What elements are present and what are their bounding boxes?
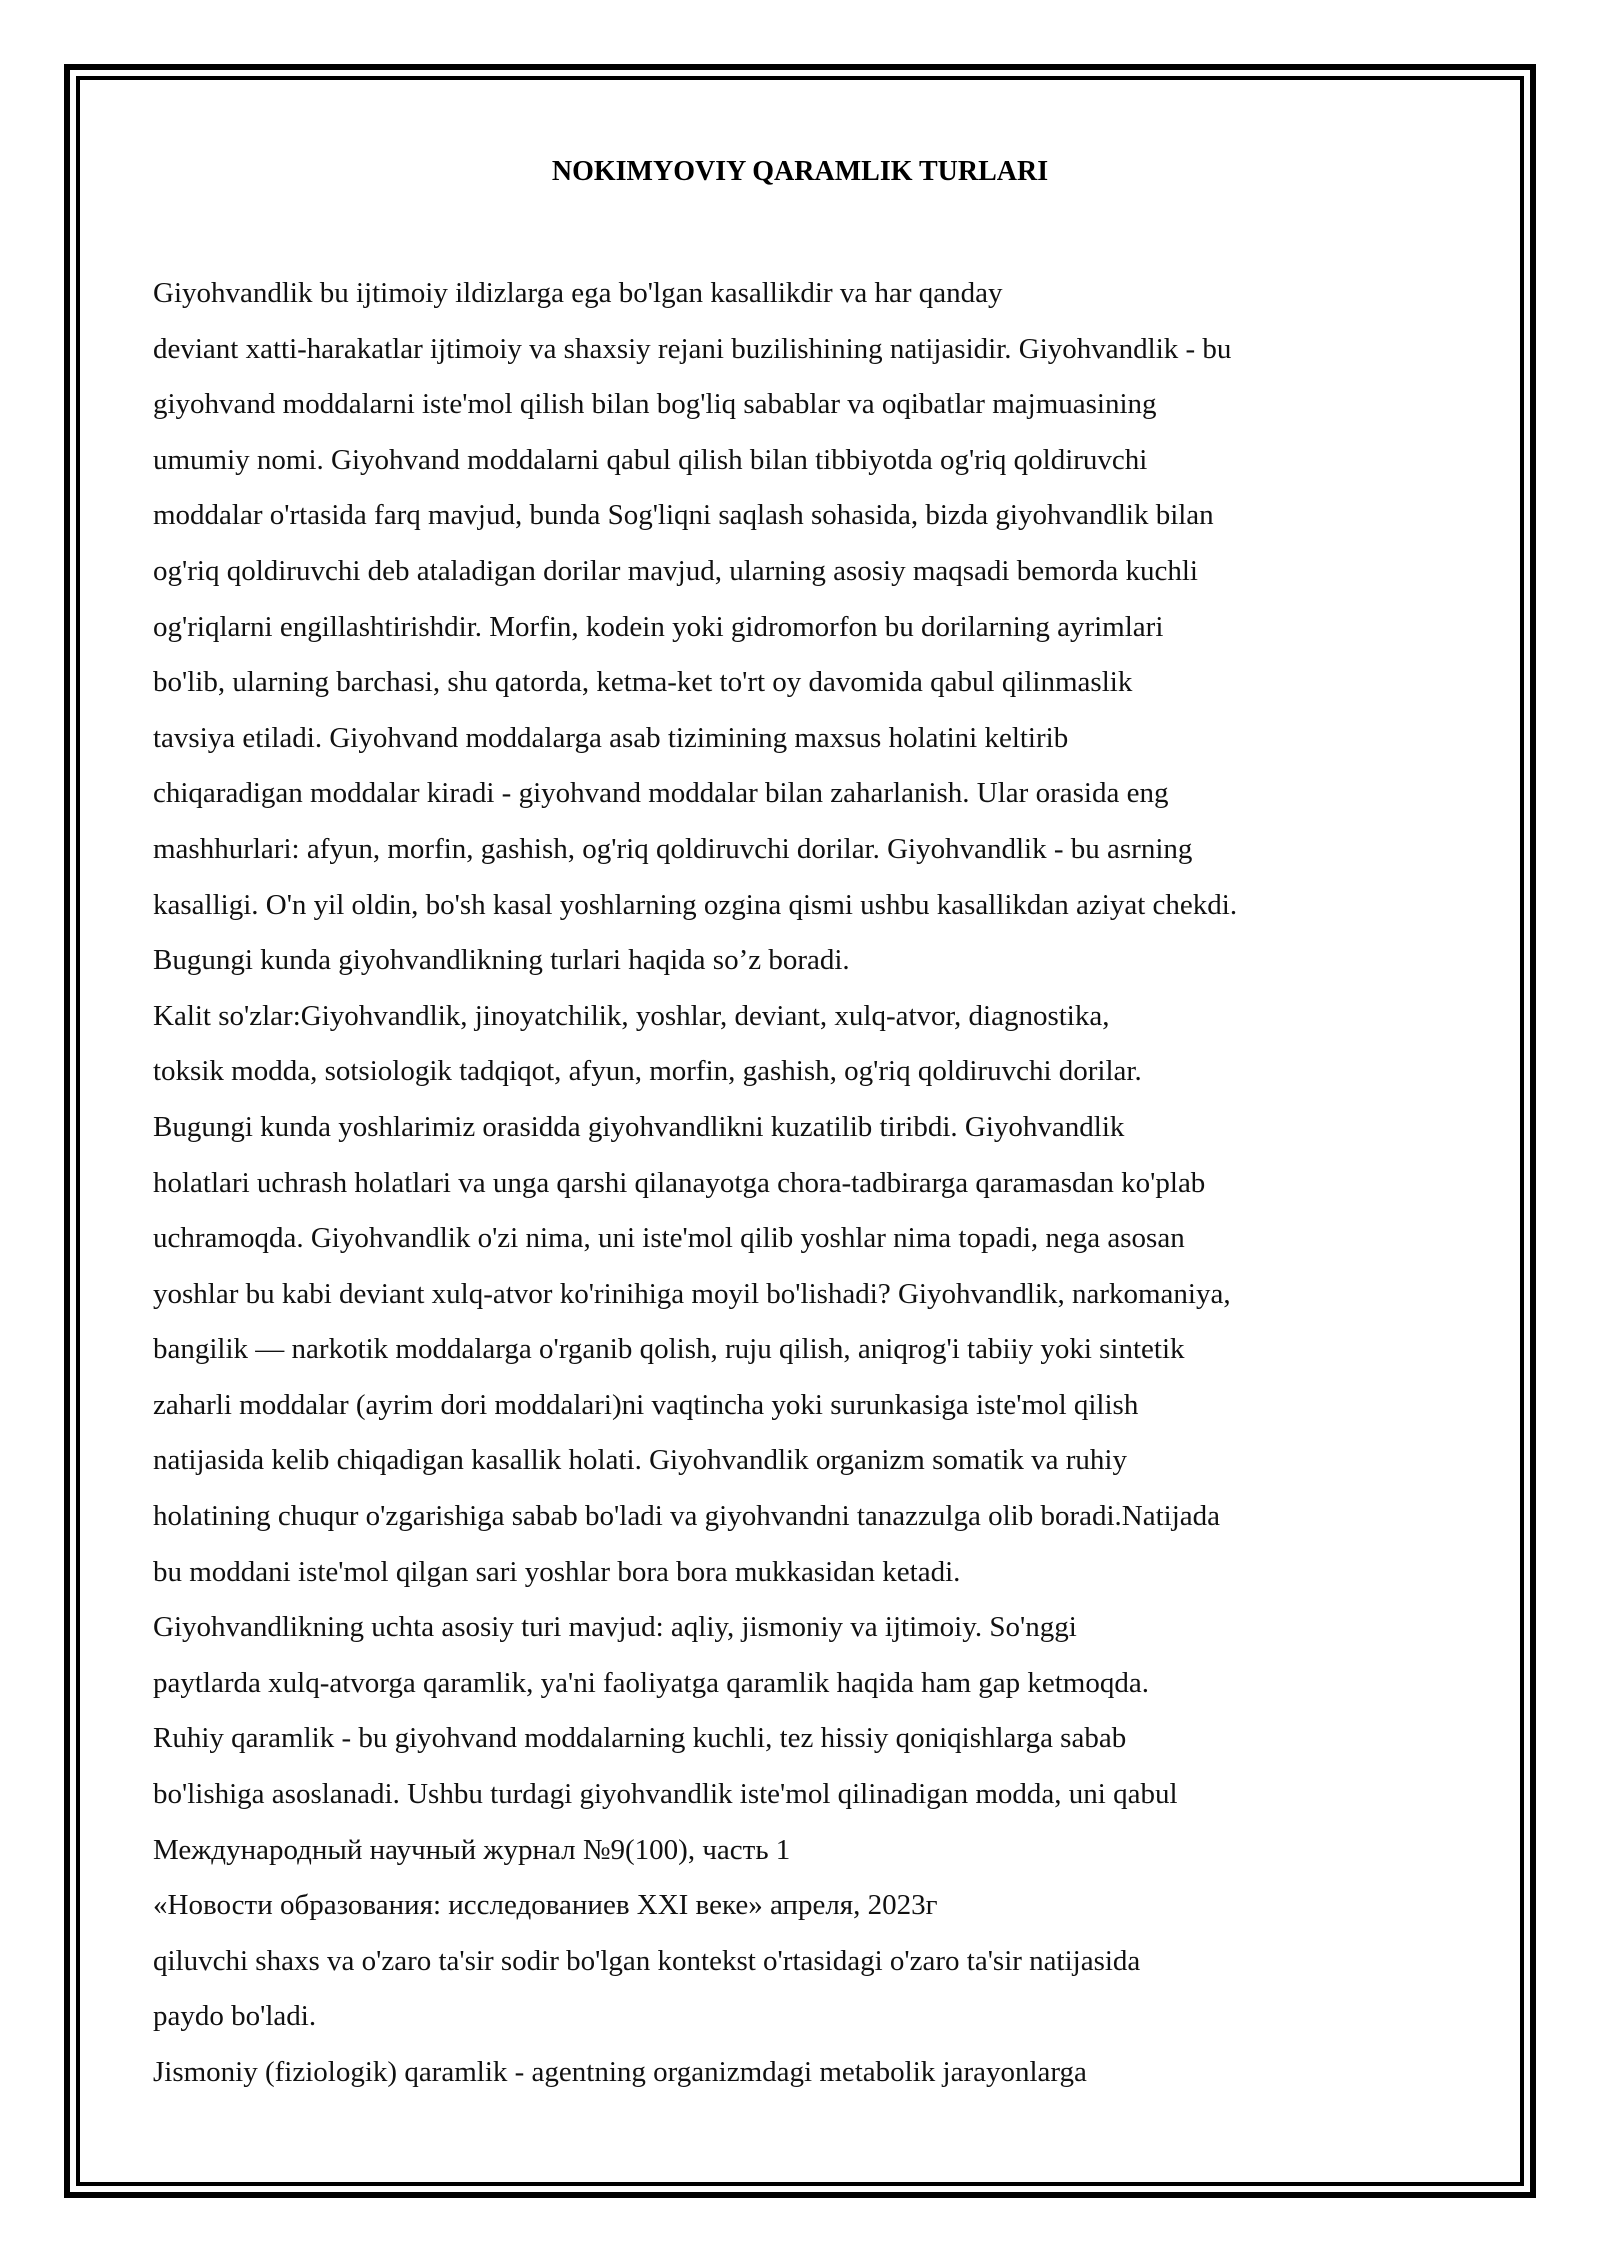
text-line: tavsiya etiladi. Giyohvand moddalarga asab tizimining maxsus holatini keltirib [153, 721, 1069, 754]
text-line: holatlari uchrash holatlari va unga qarshi qilanayotga chora-tadbirarga qaramasdan ko'plab [153, 1166, 1206, 1199]
document-body [153, 266, 1453, 2101]
journal-header-line: Международный научный журнал №9(100), часть 1 [153, 1833, 791, 1866]
text-line: holatining chuqur o'zgarishiga sabab bo'ladi va giyohvandni tanazzulga olib boradi.Natijada [153, 1500, 1221, 1533]
text-line: uchramoqda. Giyohvandlik o'zi nima, uni iste'mol qilib yoshlar nima topadi, nega asosan [153, 1222, 1185, 1255]
text-line: mashhurlari: afyun, morfin, gashish, og'riq qoldiruvchi dorilar. Giyohvandlik - bu asrning [153, 832, 1193, 865]
text-line: bu moddani iste'mol qilgan sari yoshlar bora bora mukkasidan ketadi. [153, 1555, 961, 1588]
text-line: bangilik — narkotik moddalarga o'rganib qolish, ruju qilish, aniqrog'i tabiiy yoki sintetik [153, 1333, 1185, 1366]
keywords-line: toksik modda, sotsiologik tadqiqot, afyun, morfin, gashish, og'riq qoldiruvchi dorilar. [153, 1055, 1142, 1088]
text-line: Bugungi kunda yoshlarimiz orasidda giyohvandlikni kuzatilib tiribdi. Giyohvandlik [153, 1110, 1125, 1143]
text-line: Jismoniy (fiziologik) qaramlik - agentning organizmdagi metabolik jarayonlarga [153, 2056, 1087, 2088]
text-line: bo'lib, ularning barchasi, shu qatorda, ketma-ket to'rt oy davomida qabul qilinmaslik [153, 666, 1133, 699]
text-line: paydo bo'ladi. [153, 2000, 317, 2033]
text-line: Bugungi kunda giyohvandlikning turlari haqida so’z boradi. [153, 944, 850, 977]
text-line: kasalligi. O'n yil oldin, bo'sh kasal yoshlarning ozgina qismi ushbu kasallikdan aziyat chekdi. [153, 888, 1238, 921]
text-line: bo'lishiga asoslanadi. Ushbu turdagi giyohvandlik iste'mol qilinadigan modda, uni qabul [153, 1778, 1178, 1811]
text-line: yoshlar bu kabi deviant xulq-atvor ko'rinihiga moyil bo'lishadi? Giyohvandlik, narkomaniya, [153, 1277, 1231, 1310]
text-line: zaharli moddalar (ayrim dori moddalari)ni vaqtincha yoki surunkasiga iste'mol qilish [153, 1388, 1139, 1421]
text-line: paytlarda xulq-atvorga qaramlik, ya'ni faoliyatga qaramlik haqida ham gap ketmoqda. [153, 1666, 1149, 1699]
text-line: Ruhiy qaramlik - bu giyohvand moddalarning kuchli, tez hissiy qoniqishlarga sabab [153, 1722, 1127, 1755]
text-line: Giyohvandlik bu ijtimoiy ildizlarga ega bo'lgan kasallikdir va har qanday [153, 277, 1003, 309]
text-line: og'riqlarni engillashtirishdir. Morfin, kodein yoki gidromorfon bu dorilarning ayrimlari [153, 610, 1164, 643]
text-line: chiqaradigan moddalar kiradi - giyohvand moddalar bilan zaharlanish. Ular orasida eng [153, 777, 1169, 810]
document-title: NOKIMYOVIY QARAMLIK TURLARI [551, 156, 1049, 187]
journal-header-line: «Новости образования: исследованиев XXI веке» апреля, 2023г [153, 1889, 938, 1922]
text-line: qiluvchi shaxs va o'zaro ta'sir sodir bo'lgan kontekst o'rtasidagi o'zaro ta'sir natijasida [153, 1944, 1141, 1977]
text-line: umumiy nomi. Giyohvand moddalarni qabul qilish bilan tibbiyotda og'riq qoldiruvchi [153, 443, 1148, 476]
keywords-line: Kalit so'zlar:Giyohvandlik, jinoyatchilik, yoshlar, deviant, xulq-atvor, diagnostika, [153, 999, 1110, 1032]
text-line: og'riq qoldiruvchi deb ataladigan dorilar mavjud, ularning asosiy maqsadi bemorda kuchli [153, 554, 1198, 587]
text-line: Giyohvandlikning uchta asosiy turi mavjud: aqliy, jismoniy va ijtimoiy. So'nggi [153, 1611, 1077, 1644]
text-line: deviant xatti-harakatlar ijtimoiy va shaxsiy rejani buzilishining natijasidir. Giyohvandlik - bu [153, 332, 1232, 365]
text-line: giyohvand moddalarni iste'mol qilish bilan bog'liq sabablar va oqibatlar majmuasining [153, 388, 1157, 421]
text-line: moddalar o'rtasida farq mavjud, bunda Sog'liqni saqlash sohasida, bizda giyohvandlik bilan [153, 499, 1214, 532]
text-line: natijasida kelib chiqadigan kasallik holati. Giyohvandlik organizm somatik va ruhiy [153, 1444, 1127, 1477]
